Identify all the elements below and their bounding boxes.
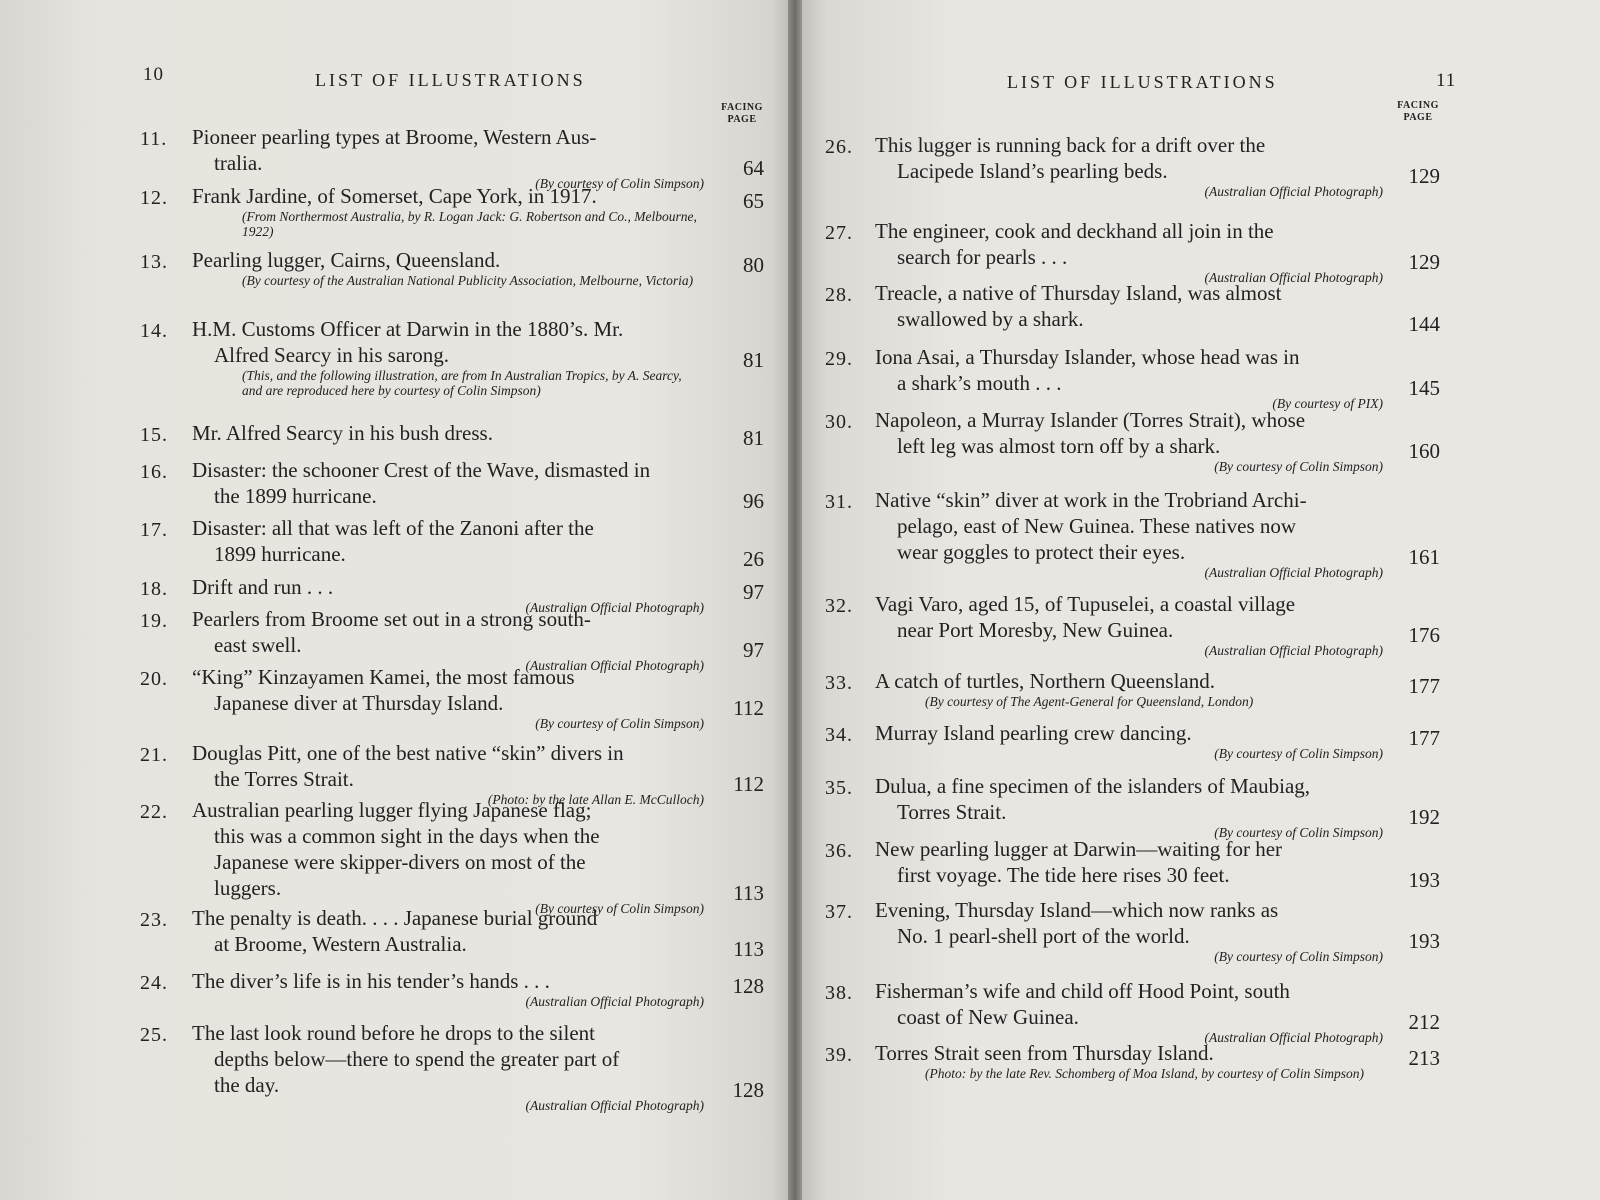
- entry-caption: [192, 606, 704, 673]
- entry-page-number: 81: [743, 426, 764, 450]
- caption-line: Torres Strait seen from Thursday Island.: [875, 1041, 1214, 1065]
- entry-page-number: 212: [1408, 1010, 1440, 1034]
- photo-credit: (By courtesy of Colin Simpson): [1214, 825, 1383, 840]
- entry-caption: [875, 280, 1383, 332]
- caption-line: Napoleon, a Murray Islander (Torres Strait), whose: [875, 408, 1306, 432]
- caption-line: Evening, Thursday Island—which now ranks as: [875, 898, 1279, 922]
- entry-page-number: 192: [1408, 805, 1440, 829]
- caption-line: Disaster: the schooner Crest of the Wave, dismasted in: [192, 458, 651, 482]
- entry-page-number: 129: [1408, 250, 1440, 274]
- entry-page-number: 97: [743, 638, 764, 662]
- entry-page-number: 113: [733, 881, 764, 905]
- caption-line: Japanese diver at Thursday Island.: [214, 691, 504, 715]
- entry-number: 24.: [140, 972, 168, 994]
- entry-number: 26.: [825, 136, 853, 158]
- caption-line: first voyage. The tide here rises 30 feet.: [897, 863, 1230, 887]
- entry-number: 33.: [825, 672, 853, 694]
- entry-page-number: 26: [743, 547, 764, 571]
- photo-credit: (Australian Official Photograph): [1204, 565, 1383, 580]
- photo-credit: (From Northermost Australia, by R. Logan Jack: G. Robertson and Co., Melbourne, 1922): [242, 209, 697, 239]
- entry-caption: [875, 132, 1383, 199]
- entry-number: 14.: [140, 320, 168, 342]
- photo-credit: (Australian Official Photograph): [525, 994, 704, 1009]
- photo-credit: (By courtesy of PIX): [1272, 396, 1383, 411]
- entry-caption: [875, 344, 1383, 411]
- photo-credit: (By courtesy of Colin Simpson): [535, 716, 704, 731]
- entry-caption: [192, 664, 704, 731]
- caption-line: The last look round before he drops to the silent: [192, 1021, 595, 1045]
- photo-credit: (Australian Official Photograph): [1204, 270, 1383, 285]
- entry-number: 37.: [825, 901, 853, 923]
- photo-credit: (By courtesy of Colin Simpson): [535, 176, 704, 191]
- caption-line: luggers.: [214, 876, 282, 900]
- entry-page-number: 128: [732, 974, 764, 998]
- entry-caption: [875, 773, 1383, 840]
- caption-line: Disaster: all that was left of the Zanoni after the: [192, 516, 594, 540]
- entry-caption: [875, 978, 1383, 1045]
- page-number: 11: [1436, 70, 1457, 91]
- entry-number: 38.: [825, 982, 853, 1004]
- entry-page-number: 145: [1408, 376, 1440, 400]
- entry-number: 11.: [140, 128, 168, 150]
- photo-credit: (Australian Official Photograph): [525, 600, 704, 615]
- caption-line: pelago, east of New Guinea. These natives now: [897, 514, 1297, 538]
- caption-line: Native “skin” diver at work in the Trobriand Archi-: [875, 488, 1307, 512]
- caption-line: Fisherman’s wife and child off Hood Point, south: [875, 979, 1290, 1003]
- caption-line: tralia.: [214, 151, 263, 175]
- caption-line: the day.: [214, 1073, 280, 1097]
- running-head: LIST OF ILLUSTRATIONS: [315, 70, 586, 90]
- entry-page-number: 177: [1408, 726, 1440, 750]
- entry-page-number: 193: [1408, 868, 1440, 892]
- entry-page-number: 96: [743, 489, 764, 513]
- facing-page-label: FACING PAGE: [721, 102, 763, 125]
- caption-line: the 1899 hurricane.: [214, 484, 377, 508]
- entry-number: 21.: [140, 744, 168, 766]
- entry-caption: [875, 897, 1383, 964]
- entry-number: 15.: [140, 424, 168, 446]
- caption-line: New pearling lugger at Darwin—waiting for her: [875, 837, 1283, 861]
- entry-page-number: 81: [743, 348, 764, 372]
- caption-line: east swell.: [214, 633, 302, 657]
- photo-credit: (Australian Official Photograph): [1204, 643, 1383, 658]
- entry-caption: [875, 407, 1383, 474]
- facing-page-label: FACING PAGE: [1397, 100, 1439, 123]
- entry-caption: [875, 218, 1383, 285]
- caption-line: this was a common sight in the days when the: [214, 824, 600, 848]
- entry-caption: [875, 1040, 1383, 1081]
- caption-line: depths below—there to spend the greater part of: [214, 1047, 620, 1071]
- entry-caption: [875, 720, 1383, 761]
- photo-credit: (By courtesy of Colin Simpson): [1214, 746, 1383, 761]
- caption-line: Frank Jardine, of Somerset, Cape York, in 1917.: [192, 184, 597, 208]
- caption-line: Pearling lugger, Cairns, Queensland.: [192, 248, 501, 272]
- caption-line: Murray Island pearling crew dancing.: [875, 721, 1192, 745]
- entry-number: 28.: [825, 284, 853, 306]
- caption-line: Iona Asai, a Thursday Islander, whose head was in: [875, 345, 1300, 369]
- caption-line: the Torres Strait.: [214, 767, 354, 791]
- entry-number: 22.: [140, 801, 168, 823]
- entry-number: 13.: [140, 251, 168, 273]
- caption-line: Japanese were skipper-divers on most of the: [214, 850, 586, 874]
- left-page: [0, 0, 795, 1200]
- entry-page-number: 193: [1408, 929, 1440, 953]
- running-head: LIST OF ILLUSTRATIONS: [1007, 72, 1278, 92]
- entry-number: 34.: [825, 724, 853, 746]
- entry-caption: [192, 420, 704, 446]
- caption-line: Lacipede Island’s pearling beds.: [897, 159, 1168, 183]
- entry-page-number: 213: [1408, 1046, 1440, 1070]
- caption-line: Mr. Alfred Searcy in his bush dress.: [192, 421, 493, 445]
- photo-credit: (By courtesy of Colin Simpson): [1214, 459, 1383, 474]
- entry-number: 19.: [140, 610, 168, 632]
- entry-number: 25.: [140, 1024, 168, 1046]
- caption-line: Australian pearling lugger flying Japanese flag;: [192, 798, 592, 822]
- caption-line: Dulua, a fine specimen of the islanders of Maubiag,: [875, 774, 1311, 798]
- caption-line: Douglas Pitt, one of the best native “skin” divers in: [192, 741, 624, 765]
- entry-number: 27.: [825, 222, 853, 244]
- caption-line: Pioneer pearling types at Broome, Western Aus-: [192, 125, 597, 149]
- entry-page-number: 160: [1408, 439, 1440, 463]
- entry-caption: [192, 457, 704, 509]
- entry-number: 32.: [825, 595, 853, 617]
- page-number: 10: [143, 64, 164, 85]
- caption-line: The diver’s life is in his tender’s hands . . .: [192, 969, 550, 993]
- photo-credit: (Australian Official Photograph): [1204, 1030, 1383, 1045]
- entry-caption: [192, 968, 704, 1009]
- caption-line: coast of New Guinea.: [897, 1005, 1079, 1029]
- entry-caption: [192, 124, 704, 191]
- entry-caption: [192, 905, 704, 957]
- entry-page-number: 129: [1408, 164, 1440, 188]
- entry-page-number: 64: [743, 156, 764, 180]
- photo-credit: (Photo: by the late Rev. Schomberg of Moa Island, by courtesy of Colin Simpson): [925, 1066, 1365, 1081]
- entry-caption: [192, 797, 704, 916]
- caption-line: Torres Strait.: [897, 800, 1007, 824]
- caption-line: A catch of turtles, Northern Queensland.: [875, 669, 1215, 693]
- entry-page-number: 80: [743, 253, 764, 277]
- photo-credit: (Photo: by the late Allan E. McCulloch): [487, 792, 704, 807]
- entry-number: 29.: [825, 348, 853, 370]
- caption-line: Vagi Varo, aged 15, of Tupuselei, a coastal village: [875, 592, 1296, 616]
- entry-page-number: 128: [732, 1078, 764, 1102]
- entry-caption: [875, 487, 1383, 580]
- entry-caption: [192, 247, 704, 288]
- photo-credit: (By courtesy of The Agent-General for Queensland, London): [925, 694, 1254, 709]
- entry-number: 39.: [825, 1044, 853, 1066]
- entry-number: 17.: [140, 519, 168, 541]
- entry-number: 18.: [140, 578, 168, 600]
- caption-line: Drift and run . . .: [192, 575, 334, 599]
- caption-line: 1899 hurricane.: [214, 542, 346, 566]
- entry-caption: [875, 591, 1383, 658]
- caption-line: H.M. Customs Officer at Darwin in the 1880’s. Mr.: [192, 317, 624, 341]
- entry-number: 16.: [140, 461, 168, 483]
- caption-line: The penalty is death. . . . Japanese burial ground: [192, 906, 598, 930]
- entry-caption: [192, 1020, 704, 1113]
- entry-page-number: 161: [1408, 545, 1440, 569]
- caption-line: search for pearls . . .: [897, 245, 1068, 269]
- caption-line: Pearlers from Broome set out in a strong south-: [192, 607, 591, 631]
- entry-number: 35.: [825, 777, 853, 799]
- entry-page-number: 177: [1408, 674, 1440, 698]
- entry-caption: [192, 515, 704, 567]
- entry-caption: [875, 668, 1383, 709]
- photo-credit: (This, and the following illustration, are from In Australian Tropics, by A. Searcy, and are reproduced here by courtesy of Colin Simpson): [242, 368, 682, 398]
- entry-page-number: 176: [1408, 623, 1440, 647]
- photo-credit: (By courtesy of Colin Simpson): [1214, 949, 1383, 964]
- caption-line: near Port Moresby, New Guinea.: [897, 618, 1174, 642]
- photo-credit: (Australian Official Photograph): [1204, 184, 1383, 199]
- entry-number: 30.: [825, 411, 853, 433]
- entry-caption: [192, 316, 704, 398]
- entry-page-number: 65: [743, 189, 764, 213]
- entry-caption: [875, 836, 1383, 888]
- caption-line: swallowed by a shark.: [897, 307, 1084, 331]
- photo-credit: (Australian Official Photograph): [525, 658, 704, 673]
- entry-number: 23.: [140, 909, 168, 931]
- caption-line: The engineer, cook and deckhand all join in the: [875, 219, 1274, 243]
- photo-credit: (Australian Official Photograph): [525, 1098, 704, 1113]
- caption-line: Alfred Searcy in his sarong.: [214, 343, 450, 367]
- photo-credit: (By courtesy of the Australian National Publicity Association, Melbourne, Victoria): [242, 273, 694, 288]
- entry-page-number: 144: [1408, 312, 1440, 336]
- entry-page-number: 112: [733, 772, 764, 796]
- entry-number: 20.: [140, 668, 168, 690]
- entry-page-number: 112: [733, 696, 764, 720]
- entry-number: 12.: [140, 187, 168, 209]
- entry-number: 36.: [825, 840, 853, 862]
- entry-page-number: 97: [743, 580, 764, 604]
- caption-line: No. 1 pearl-shell port of the world.: [897, 924, 1190, 948]
- right-page: [795, 0, 1600, 1200]
- caption-line: This lugger is running back for a drift over the: [875, 133, 1266, 157]
- entry-page-number: 113: [733, 937, 764, 961]
- photo-credit: (By courtesy of Colin Simpson): [535, 901, 704, 916]
- caption-line: left leg was almost torn off by a shark.: [897, 434, 1221, 458]
- caption-line: Treacle, a native of Thursday Island, was almost: [875, 281, 1282, 305]
- caption-line: at Broome, Western Australia.: [214, 932, 467, 956]
- book-gutter: [788, 0, 802, 1200]
- caption-line: a shark’s mouth . . .: [897, 371, 1062, 395]
- entry-caption: [192, 183, 704, 239]
- entry-number: 31.: [825, 491, 853, 513]
- caption-line: “King” Kinzayamen Kamei, the most famous: [192, 665, 575, 689]
- caption-line: wear goggles to protect their eyes.: [897, 540, 1186, 564]
